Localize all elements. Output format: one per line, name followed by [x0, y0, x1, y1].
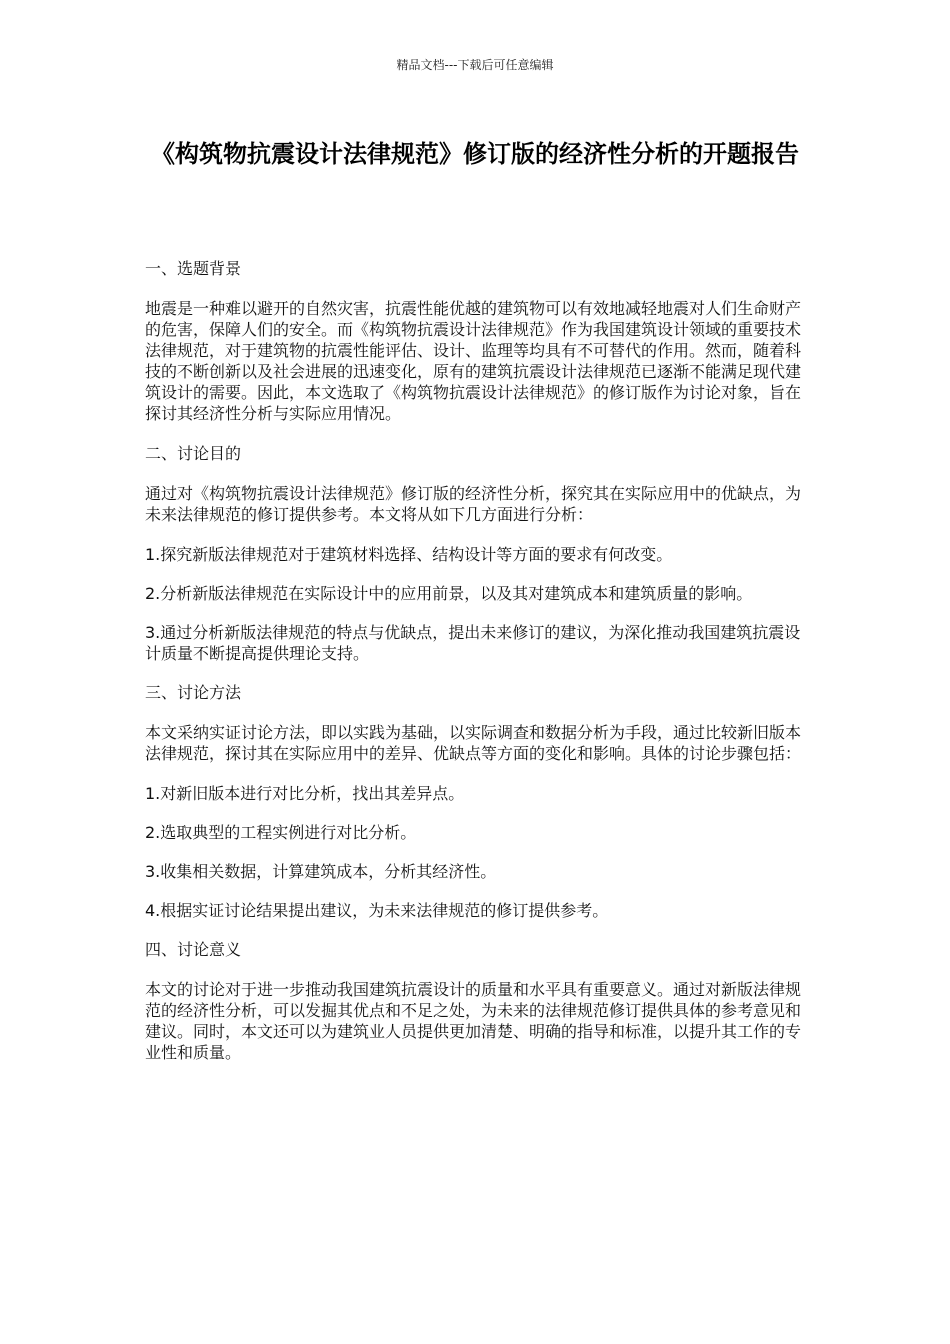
page-header: 精品文档---下载后可任意编辑 [396, 58, 554, 72]
section-heading-significance: 四、讨论意义 [145, 940, 242, 959]
section-heading-method: 三、讨论方法 [145, 683, 242, 702]
list-item: 1.探究新版法律规范对于建筑材料选择、结构设计等方面的要求有何改变。 [145, 545, 673, 564]
paragraph-method: 本文采纳实证讨论方法，即以实践为基础，以实际调查和数据分析为手段，通过比较新旧版本法律规范，探讨其在实际应用中的差异、优缺点等方面的变化和影响。具体的讨论步骤包括： [145, 723, 802, 763]
paragraph-significance: 本文的讨论对于进一步推动我国建筑抗震设计的质量和水平具有重要意义。通过对新版法律规范的经济性分析，可以发掘其优点和不足之处，为未来的法律规范修订提供具体的参考意见和建议。同时，本文还可以为建筑业人员提供更加清楚、明确的指导和标准，以提升其工作的专业性和质量。 [145, 980, 802, 1062]
paragraph-purpose: 通过对《构筑物抗震设计法律规范》修订版的经济性分析，探究其在实际应用中的优缺点，为未来法律规范的修订提供参考。本文将从如下几方面进行分析： [145, 484, 802, 524]
list-item: 3.收集相关数据，计算建筑成本，分析其经济性。 [145, 862, 497, 881]
section-heading-purpose: 二、讨论目的 [145, 444, 242, 463]
list-item: 4.根据实证讨论结果提出建议，为未来法律规范的修订提供参考。 [145, 901, 609, 920]
section-heading-background: 一、选题背景 [145, 259, 242, 278]
document-title: 《构筑物抗震设计法律规范》修订版的经济性分析的开题报告 [151, 140, 799, 168]
document-body [145, 258, 807, 1082]
list-item: 2.分析新版法律规范在实际设计中的应用前景，以及其对建筑成本和建筑质量的影响。 [145, 584, 753, 603]
list-item: 1.对新旧版本进行对比分析，找出其差异点。 [145, 784, 465, 803]
paragraph-background: 地震是一种难以避开的自然灾害，抗震性能优越的建筑物可以有效地减轻地震对人们生命财产的危害，保障人们的安全。而《构筑物抗震设计法律规范》作为我国建筑设计领域的重要技术法律规范，对于建筑物的抗震性能评估、设计、监理等均具有不可替代的作用。然而，随着科技的不断创新以及社会进展的迅速变化，原有的建筑抗震设计法律规范已逐渐不能满足现代建筑设计的需要。因此，本文选取了《构筑物抗震设计法律规范》的修订版作为讨论对象，旨在探讨其经济性分析与实际应用情况。 [145, 299, 802, 423]
list-item: 2.选取典型的工程实例进行对比分析。 [145, 823, 417, 842]
list-item: 3.通过分析新版法律规范的特点与优缺点，提出未来修订的建议，为深化推动我国建筑抗震设计质量不断提高提供理论支持。 [145, 623, 801, 663]
